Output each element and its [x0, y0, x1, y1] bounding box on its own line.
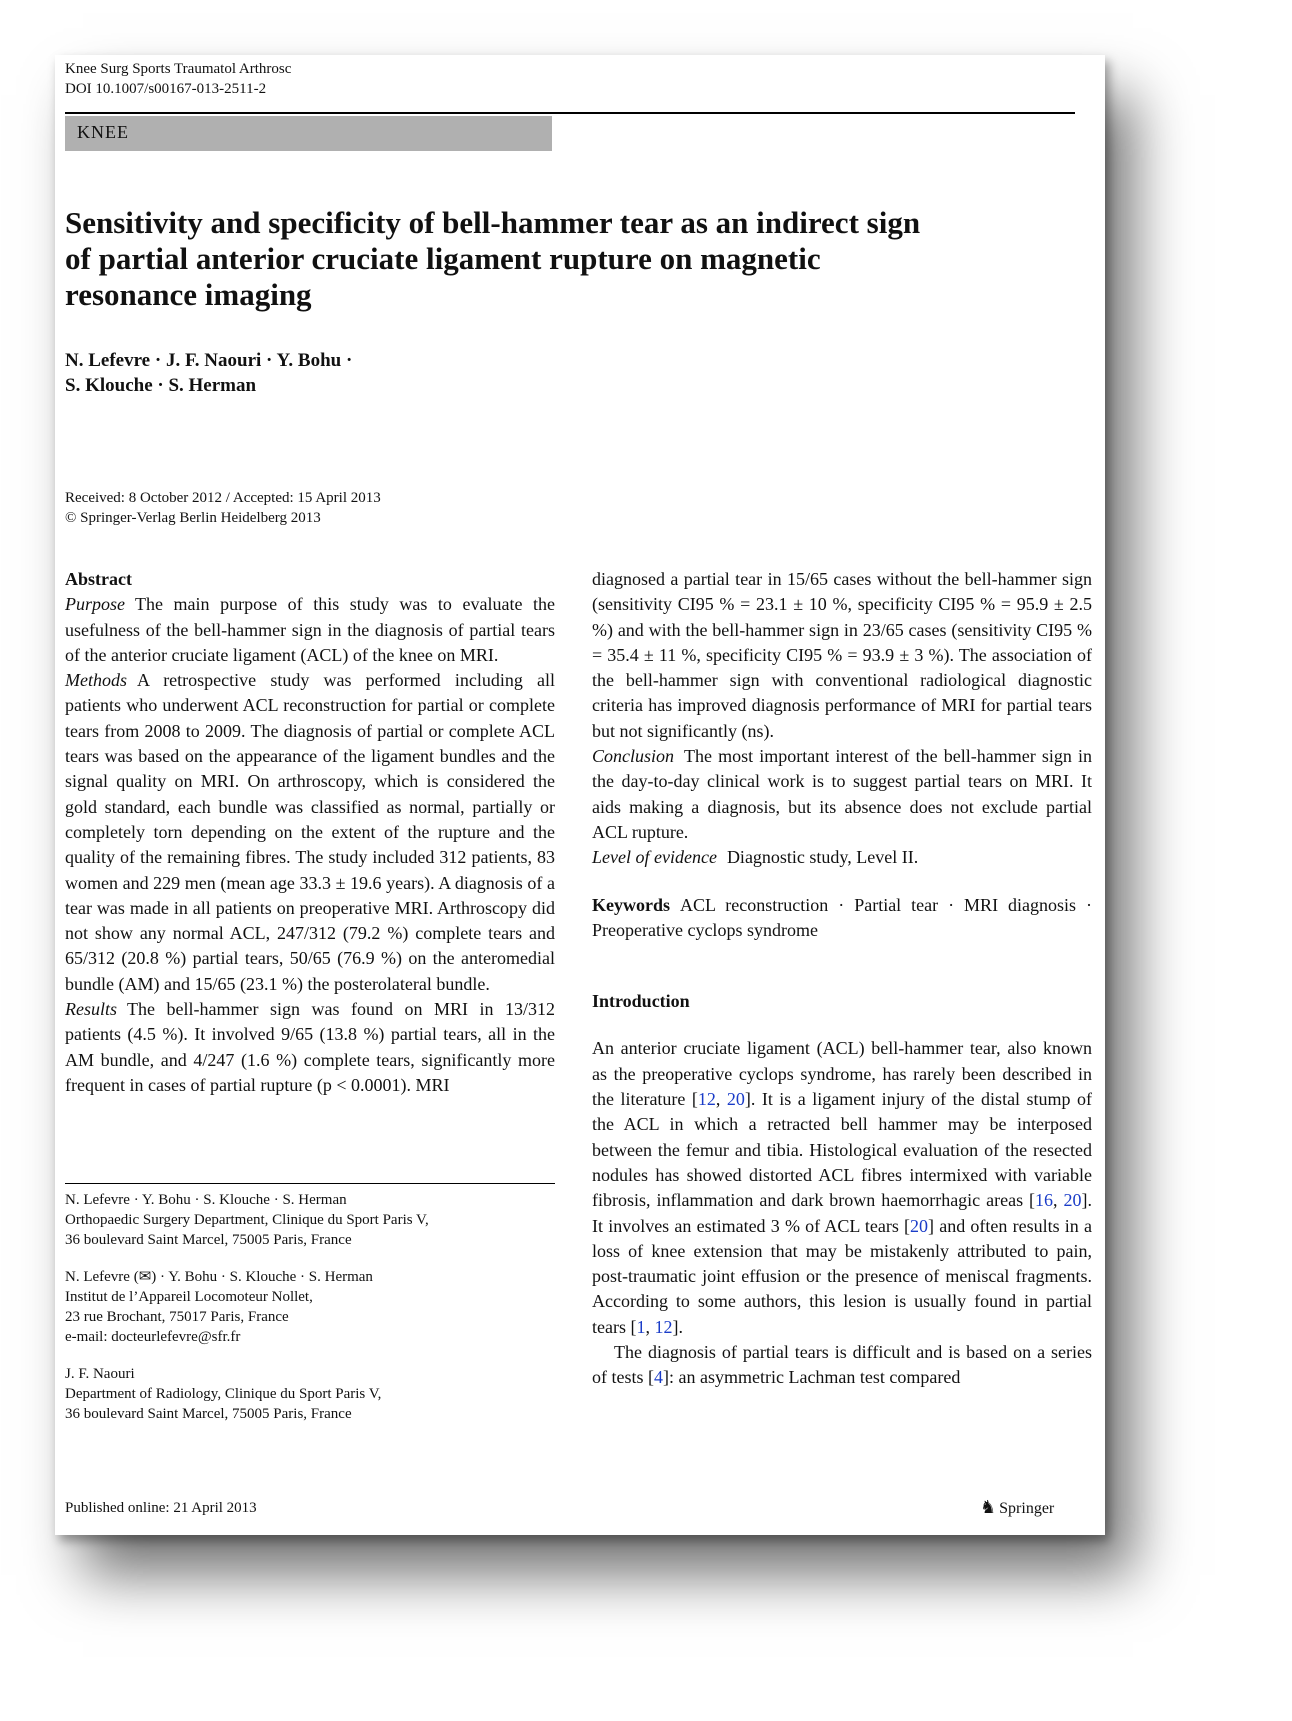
conclusion-text: The most important interest of the bell-hammer sign in the day-to-day clinical work is to suggest partial tears on MRI. It aids making a diagnosis, but its absence does not exclude partial ACL rupture. — [592, 746, 1092, 842]
title-line: of partial anterior cruciate ligament rupture on magnetic — [65, 241, 821, 276]
journal-doi[interactable]: DOI 10.1007/s00167-013-2511-2 — [65, 81, 267, 97]
article-dates — [65, 488, 381, 528]
abstract-results — [65, 997, 555, 1098]
citation-link[interactable]: 20 — [726, 1089, 745, 1110]
text-run: ]. It is a ligament injury of the distal stump of the ACL in which a retracted bell hammer may be interposed between the femur and tibia. Histological evaluation of the resected nodules has showed distorted ACL fibres intermixed with variable fibrosis, inflammation and dark brown haemorrhagic areas [ — [592, 1089, 1092, 1211]
names-part: N. Lefevre ( — [65, 1269, 139, 1285]
citation-link[interactable]: 20 — [1063, 1190, 1082, 1211]
citation-link[interactable]: 1 — [636, 1316, 646, 1337]
copyright: © Springer-Verlag Berlin Heidelberg 2013 — [65, 510, 321, 526]
title-line: Sensitivity and specificity of bell-hammer tear as an indirect sign — [65, 205, 921, 240]
text-run: ] and often results in a loss of knee extension that may be mistakenly attributed to pain, post-traumatic joint effusion or the presence of meniscal fragments. According to some authors, this lesion is usually found in partial tears [ — [592, 1215, 1092, 1337]
purpose-text: The main purpose of this study was to evaluate the usefulness of the bell-hammer sign in the diagnosis of partial tears of the anterior cruciate ligament (ACL) of the knee on MRI. — [65, 594, 555, 665]
envelope-icon: ✉ — [138, 1269, 152, 1285]
abstract-results-continued: diagnosed a partial tear in 15/65 cases without the bell-hammer sign (sensitivity CI95 % = 23.1 ± 10 %, specificity CI95 % = 95.9 ± 2.5 %) and with the bell-hammer sign in 23/65 cases (sensitivity CI95 % = 35.4 ± 11 %, specificity CI95 % = 93.9 ± 3 %). The association of the bell-hammer sign with conventional radiological diagnostic criteria has improved diagnosis performance of MRI for partial tears but not significantly (ns). — [592, 569, 1092, 741]
affiliation-names — [65, 1267, 555, 1287]
abstract-purpose — [65, 592, 555, 668]
affiliation-2 — [65, 1267, 555, 1347]
purpose-label: Purpose — [65, 594, 125, 615]
affiliation-names: J. F. Naouri — [65, 1366, 135, 1382]
text-run: The diagnosis of partial tears is difficult and is based on a series of tests [ — [592, 1342, 1092, 1388]
affiliation-line: Institut de l’Appareil Locomoteur Nollet, — [65, 1289, 313, 1305]
title-line: resonance imaging — [65, 277, 312, 312]
paper-page — [55, 55, 1105, 1535]
conclusion-label: Conclusion — [592, 746, 675, 767]
right-column — [592, 567, 1092, 1391]
text-run: An anterior cruciate ligament (ACL) bell-hammer tear, also known as the preoperative cyclops syndrome, has rarely been described in the literature [ — [592, 1038, 1092, 1110]
springer-horse-icon: ♞ — [980, 1497, 997, 1517]
methods-text: A retrospective study was performed including all patients who underwent ACL reconstruction for partial or complete tears from 2008 to 2009. The diagnosis of partial or complete ACL tears was based on the appearance of the ligament bundles and the signal quality on MRI. On arthroscopy, which is considered the gold standard, each bundle was classified as normal, partially or completely torn depending on the extent of the rupture and the quality of the remaining fibres. The study included 312 patients, 83 women and 229 men (mean age 33.3 ± 19.6 years). A diagnosis of a tear was made in all patients on preoperative MRI. Arthroscopy did not show any normal ACL, 247/312 (79.2 %) complete tears and 65/312 (20.8 %) partial tears, 50/65 (76.9 %) on the anteromedial bundle (AM) and 15/65 (23.1 %) the posterolateral bundle. — [65, 670, 555, 994]
header-rule — [65, 112, 1075, 114]
results-text-left: The bell-hammer sign was found on MRI in 13/312 patients (4.5 %). It involved 9/65 (13.8 %) partial tears, all in the AM bundle, and 4/247 (1.6 %) complete tears, significantly more frequent in cases of partial rupture (p < 0.0001). MRI — [65, 999, 555, 1095]
affiliation-line: 23 rue Brochant, 75017 Paris, France — [65, 1309, 289, 1325]
abstract-conclusion — [592, 744, 1092, 845]
affiliation-email[interactable]: e-mail: docteurlefevre@sfr.fr — [65, 1329, 241, 1345]
journal-header — [65, 59, 291, 99]
keywords-label: Keywords — [592, 894, 670, 915]
article-title — [65, 205, 1025, 313]
authors-line: N. Lefevre · J. F. Naouri · Y. Bohu · — [65, 350, 353, 371]
loe-text: Diagnostic study, Level II. — [726, 847, 919, 868]
abstract-level-of-evidence — [592, 845, 1092, 870]
text-run: ]: an asymmetric Lachman test compared — [663, 1367, 961, 1388]
introduction-heading: Introduction — [592, 991, 690, 1012]
journal-name: Knee Surg Sports Traumatol Arthrosc — [65, 61, 292, 77]
citation-link[interactable]: 16 — [1035, 1190, 1054, 1211]
results-label: Results — [65, 999, 117, 1020]
affiliation-line: Department of Radiology, Clinique du Sport Paris V, — [65, 1386, 382, 1402]
publisher-name: Springer — [999, 1500, 1055, 1517]
publisher-logo — [980, 1497, 1054, 1518]
affiliation-line: 36 boulevard Saint Marcel, 75005 Paris, France — [65, 1232, 352, 1248]
citation-link[interactable]: 12 — [697, 1089, 716, 1110]
keywords — [592, 893, 1092, 944]
received-date: Received: 8 October 2012 / Accepted: 15 April 2013 — [65, 490, 381, 506]
abstract-heading: Abstract — [65, 569, 132, 589]
introduction-paragraph-2 — [592, 1340, 1092, 1391]
citation-link[interactable]: 4 — [654, 1367, 663, 1388]
left-column — [65, 567, 555, 1098]
affiliation-names: N. Lefevre · Y. Bohu · S. Klouche · S. Herman — [65, 1192, 347, 1208]
affiliation-line: Orthopaedic Surgery Department, Clinique du Sport Paris V, — [65, 1212, 429, 1228]
text-run: ]. — [672, 1316, 683, 1337]
loe-label: Level of evidence — [592, 847, 717, 868]
names-part: ) · Y. Bohu · S. Klouche · S. Herman — [151, 1269, 373, 1285]
affiliation-line: 36 boulevard Saint Marcel, 75005 Paris, France — [65, 1406, 352, 1422]
citation-link[interactable]: 20 — [910, 1215, 929, 1236]
authors-line: S. Klouche · S. Herman — [65, 375, 257, 396]
abstract-methods — [65, 668, 555, 997]
published-date: Published online: 21 April 2013 — [65, 1500, 257, 1516]
affiliation-1 — [65, 1190, 555, 1250]
keywords-text: ACL reconstruction · Partial tear · MRI diagnosis · Preoperative cyclops syndrome — [592, 894, 1092, 940]
affiliation-rule — [65, 1183, 555, 1184]
section-label: KNEE — [77, 122, 129, 142]
author-list — [65, 348, 352, 398]
introduction-paragraph-1: An anterior cruciate ligament (ACL) bell-hammer tear, also known as the preoperative cyclops syndrome, has rarely been described in the literature [12, 20]. It is a ligament injury of the distal stump of the ACL in which a retracted bell hammer may be interposed between the femur and tibia. Histological evaluation of the resected nodules has showed distorted ACL fibres intermixed with variable fibrosis, inflammation and dark brown haemorrhagic areas [16, 20]. It involves an estimated 3 % of ACL tears [20] and often results in a loss of knee extension that may be mistakenly attributed to pain, post-traumatic joint effusion or the presence of meniscal fragments. According to some authors, this lesion is usually found in partial tears [1, 12]. — [592, 1038, 1093, 1337]
section-band — [65, 116, 552, 151]
methods-label: Methods — [65, 670, 127, 691]
citation-link[interactable]: 12 — [654, 1316, 673, 1337]
affiliation-3 — [65, 1364, 555, 1424]
text-run: ]. It involves an estimated 3 % of ACL tears [ — [592, 1190, 1093, 1236]
